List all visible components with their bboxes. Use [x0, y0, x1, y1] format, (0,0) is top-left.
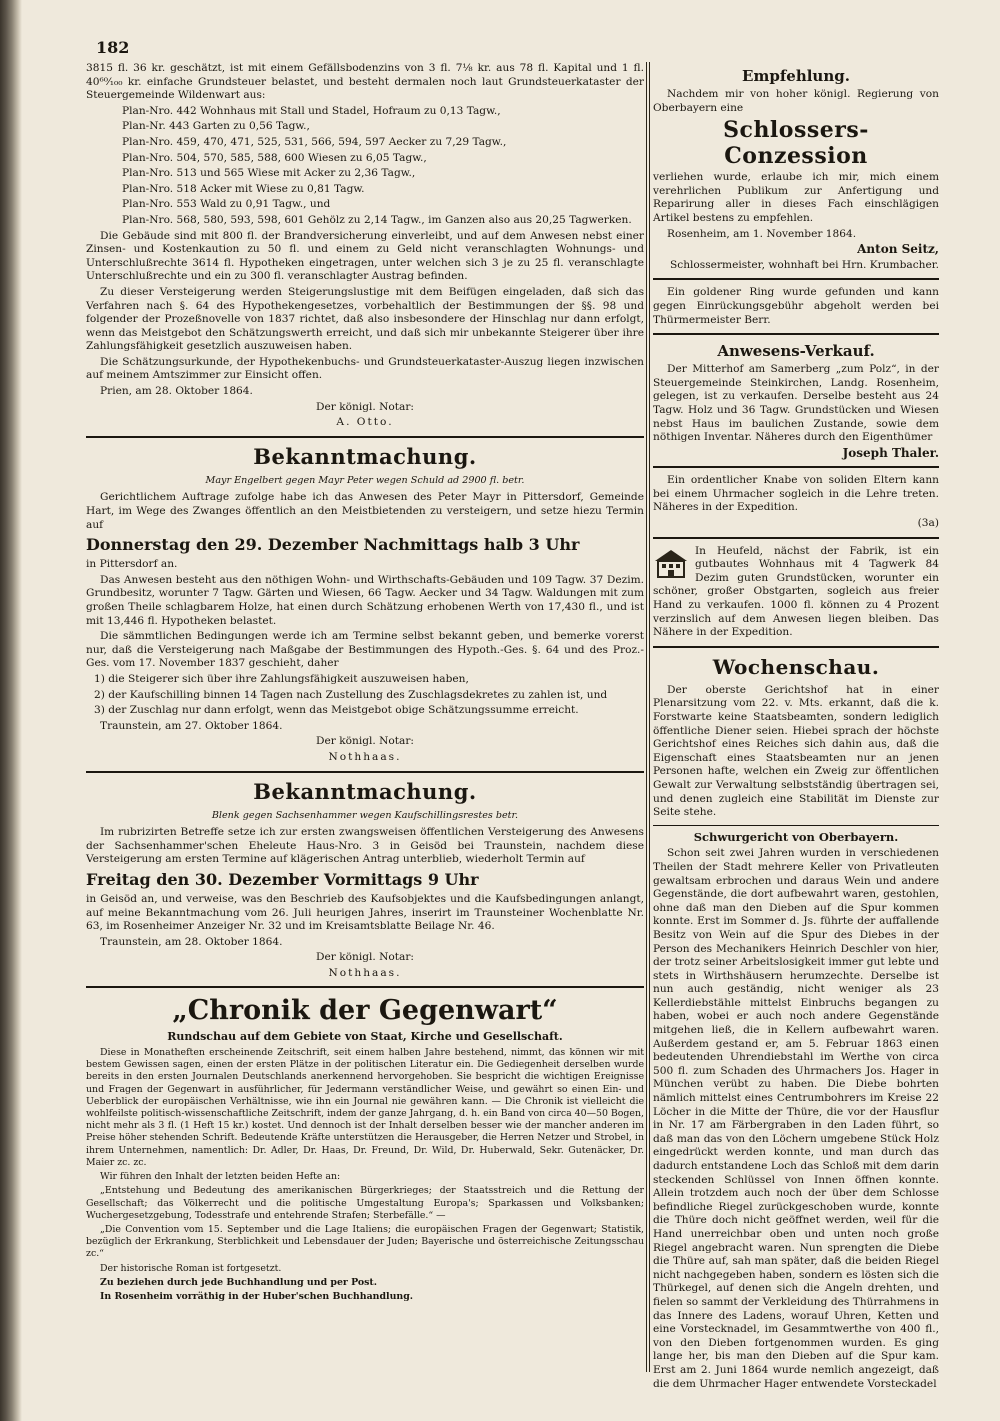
book-binding [0, 0, 22, 1421]
signature: Joseph Thaler. [842, 445, 939, 460]
paragraph: Die Gebäude sind mit 800 fl. der Brandversicherung einverleibt, und auf dem Anwesen nebst einer Zinsen- und Kostenkaution zu 50 fl. und einem zu Geld nicht veranschlagten Wohnungs- und Unterschlußrechte 3614 fl. Hypotheken eingetragen, unter welchen sich 3 je zu 25 fl. veranschlagte Unterschlußrechte und ein zu 300 fl. veranschlagter Austrag befinden. [86, 229, 644, 283]
column-divider-2 [649, 62, 650, 1372]
paragraph: Ein goldener Ring wurde gefunden und kann gegen Einrückungsgebühr abgeholt werden bei Thürmermeister Berr. [653, 286, 939, 326]
right-column [653, 62, 939, 1393]
paragraph: In Heufeld, nächst der Fabrik, ist ein gutbautes Wohnhaus mit 4 Tagwerk 84 Dezim guten Grundstücken, worunter ein schöner, großer Obstgarten, sogleich aus freier Hand zu verkaufen. 1000 fl. können zu 4 Prozent verzinslich auf dem Anwesen liegen bleiben. Das Nähere in der Expedition. [653, 544, 939, 639]
paragraph: Der oberste Gerichtshof hat in einer Plenarsitzung vom 22. v. Mts. erkannt, daß die k. Forstwarte keine Staatsbeamten, sondern lediglich öffentliche Diener seien. Hiebei sprach der höchste Gerichtshof eines Reiches sich dahin aus, daß die Eigenschaft eines Staatsbeamten nur an jenen Personen hafte, welchen ein Zweig zur öffentlichen Gewalt zur Verwaltung selbstständig übertragen sei, und denen zugleich eine Stabilität im Dienste zur Seite stehe. [653, 683, 939, 819]
paragraph: Nachdem mir von hoher königl. Regierung von Oberbayern eine [653, 88, 939, 114]
paragraph: Zu dieser Versteigerung werden Steigerungslustige mit dem Beifügen eingeladen, daß sich das Verfahren nach §. 64 des Hypothekengesetzes, vorbehaltlich der Bestimmungen der §§. 98 und folgender der Prozeßnovelle von 1837 richtet, daß also insbesondere der Hinschlag nur dann erfolgt, wenn das Meistgebot den Schätzungswerth erreicht, und daß sich mir unbekannte Steigerer über ihre Zahlungsfähigkeit gesetzlich auszuweisen haben. [86, 285, 644, 353]
ad-headline: Schlossers-Conzession [723, 117, 869, 170]
section-subtitle: Schwurgericht von Oberbayern. [693, 829, 899, 844]
section-rule [653, 333, 939, 335]
paragraph: Der Mitterhof am Samerberg „zum Polz“, in der Steuergemeinde Steinkirchen, Landg. Rosenheim, gelegen, ist zu verkaufen. Derselbe besteht aus 24 Tagw. Holz und 36 Tagw. Grundstücken und Wiesen nebst Haus im baulichen Zustande, sowie dem nöthigen Inventar. Näheres durch den Eigenthümer [653, 363, 939, 444]
signature-detail: Schlossermeister, wohnhaft bei Hrn. Krumbacher. [670, 258, 939, 271]
left-column [86, 62, 644, 1305]
announcement-title: Bekanntmachung. [253, 778, 477, 804]
plan-item: Plan-Nr. 443 Garten zu 0,56 Tagw., [122, 120, 310, 133]
notary-label: Der königl. Notar: [316, 400, 414, 413]
place-date: Traunstein, am 28. Oktober 1864. [100, 935, 283, 948]
notary-name: Nothhaas. [328, 966, 402, 979]
place-date: Prien, am 28. Oktober 1864. [100, 385, 253, 398]
plan-item: Plan-Nro. 518 Acker mit Wiese zu 0,81 Tagw. [122, 182, 365, 195]
paragraph: In Rosenheim vorräthig in der Huber'schen Buchhandlung. [100, 1290, 414, 1302]
section-rule [653, 825, 939, 826]
column-divider [646, 62, 647, 1372]
auction-date: Donnerstag den 29. Dezember Nachmittags halb 3 Uhr [86, 535, 580, 555]
place-date: Rosenheim, am 1. November 1864. [667, 227, 857, 240]
list-item: 3) der Zuschlag nur dann erfolgt, wenn das Meistgebot obige Schätzungssumme erreicht. [94, 704, 579, 717]
notary-label: Der königl. Notar: [316, 735, 414, 748]
paragraph: „Die Convention vom 15. September und die Lage Italiens; die europäischen Fragen der Gegenwart; Statistik, bezüglich der Erkrankung, Sterblichkeit und Lebensdauer der Juden; Bayerische und österreichische Zeitungsschau zc.“ [86, 1223, 644, 1260]
newspaper-page [22, 0, 1000, 1421]
announcement-subtitle: Blenk gegen Sachsenhammer wegen Kaufschillingsrestes betr. [211, 809, 519, 821]
section-title: Wochenschau. [712, 654, 880, 679]
paragraph: Schon seit zwei Jahren wurden in verschiedenen Theilen der Stadt mehrere Keller von Privatleuten gewaltsam erbrochen und daraus Wein und andere Gegenstände, die dort aufbewahrt waren, gestohlen, ohne daß man den Dieben auf die Spur kommen konnte. Erst im Sommer d. Js. führte der auffallende Besitz von Wein auf die Spur des Diebes in der Person des Mechanikers Heinrich Deschler von hier, der trotz seiner Arbeitslosigkeit immer gut lebte und stets in Wirthshäusern herumzechte. Derselbe ist nun auch geständig, nicht weniger als 23 Kellerdiebstähle mittelst Einbruchs begangen zu haben, wobei er auch noch andere Gegenstände mitgehen ließ, die in Kellern aufbewahrt waren. Außerdem gestand er, am 5. Februar 1863 einen bedeutenden Uhrendiebstahl im Werthe von circa 500 fl. zum Schaden des Uhrmachers Jos. Hager in München verübt zu haben. Die Diebe bohrten nämlich mittelst eines Centrumbohrers im Kreise 22 Löcher in die Mitte der Thüre, die vor der Hausflur in Nr. 17 am Färbergraben in den Laden führt, so daß man das von den Löchern umgebene Stück Holz eingedrückt werden konnte, und man durch das dadurch entstandene Loch das Schloß mit dem darin steckenden Schlüssel von Innen öffnen konnte. Allein trotzdem auch noch der über dem Schlosse befindliche Riegel zurückgeschoben wurde, konnte die Thüre doch nicht geöffnet werden, weil für die Hand unerreichbar oben und unten noch große Riegel angebracht waren. Nun sprengten die Diebe die Thüre auf, sah man später, daß die beiden Riegel nicht nachgegeben haben, sondern es lösten sich die Thürkegel, auf denen sich die Angeln drehten, und fielen so sammt der Verkleidung des Thürrahmens in das Innere des Ladens, worauf Uhren, Ketten und eine Vorstecknadel, im Gesammtwerthe von 400 fl., von den Dieben fortgenommen wurden. Es ging lange her, bis man den Dieben auf die Spur kam. Erst am 2. Juni 1864 wurde nemlich angezeigt, daß die dem Uhrmacher Hager entwendete Vorsteckadel [653, 847, 939, 1390]
place-date: Traunstein, am 27. Oktober 1864. [100, 719, 283, 732]
paragraph: „Entstehung und Bedeutung des amerikanischen Bürgerkrieges; der Staatsstreich und die Rettung der Gesellschaft; das Völkerrecht und die politische Umgestaltung Europa's; Sparkassen und Volksbanken; Wuchergesetzgebung, Todesstrafe und entehrende Strafen; Sterbefälle.“ — [86, 1185, 644, 1221]
paragraph: Das Anwesen besteht aus den nöthigen Wohn- und Wirthschafts-Gebäuden und 109 Tagw. 37 Dezim. Grundbesitz, worunter 7 Tagw. Gärten und Wiesen, 66 Tagw. Aecker und 34 Tagw. Waldungen mit zum großen Theile schlagbarem Holze, hat einen durch Schätzung erhobenen Werth von 17,430 fl., und ist mit 13,446 fl. Hypotheken belastet. [86, 573, 644, 627]
paragraph: Diese in Monatheften erscheinende Zeitschrift, seit einem halben Jahre bestehend, nimmt, das können wir mit bestem Gewissen sagen, einen der ersten Plätze in der politischen Literatur ein. Die Gediegenheit derselben wurde bereits in den ersten Journalen Deutschlands anerkennend hervorgehoben. Sie bespricht die wichtigen Ereignisse und Fragen der Gegenwart in ausführlicher, für Jedermann verständlicher Weise, und gewährt so einen Ein- und Ueberblick der europäischen Verhältnisse, wie ihn ein Journal nie gewähren kann. — Die Chronik ist vielleicht die wohlfeilste politisch-wissenschaftliche Zeitschrift, indem der ganze Jahrgang, d. h. ein Band von circa 40—50 Bogen, nicht mehr als 3 fl. (1 Heft 15 kr.) kostet. Und dennoch ist der Inhalt derselben besser wie der mancher anderen im Preise höher stehenden Schrift. Bedeutende Kräfte unterstützen die Herausgeber, die Herren Netzer und Strobel, in ihrem Unternehmen, namentlich: Dr. Adler, Dr. Haas, Dr. Freund, Dr. Wild, Dr. Huberwald, Sekr. Gutenäcker, Dr. Maier zc. zc. [86, 1047, 644, 1168]
paragraph: verliehen wurde, erlaube ich mir, mich einem verehrlichen Publikum zur Anfertigung und Reparirung aller in dieses Fach einschlägigen Artikel bestens zu empfehlen. [653, 171, 939, 224]
plan-item: Plan-Nro. 513 und 565 Wiese mit Acker zu 2,36 Tagw., [122, 167, 416, 180]
intro-text: 3815 fl. 36 kr. geschätzt, ist mit einem Gefällsbodenzins von 3 fl. 7⅛ kr. aus 78 fl. Kapital und 1 fl. 40⁶⁰⁄₁₀₀ kr. einfache Grundsteuer belastet, und besteht dermalen noch laut Grundsteuerkataster der Steuergemeinde Wildenwart aus: [86, 62, 644, 102]
paragraph: Der historische Roman ist fortgesetzt. [100, 1262, 282, 1274]
paragraph: Die Schätzungsurkunde, der Hypothekenbuchs- und Grundsteuerkataster-Auszug liegen inzwischen auf meinem Amtszimmer zur Einsicht offen. [86, 355, 644, 382]
paragraph: Gerichtlichem Auftrage zufolge habe ich das Anwesen des Peter Mayr in Pittersdorf, Gemeinde Hart, im Wege des Zwanges öffentlich an den Meistbietenden zu versteigern, und setze hiezu Termin auf [86, 491, 644, 531]
page-number: 182 [96, 38, 130, 57]
paragraph: Die sämmtlichen Bedingungen werde ich am Termine selbst bekannt geben, und bemerke vorerst nur, daß die Versteigerung nach Maßgabe der Bestimmungen des Hypoth.-Ges. §. 64 und des Proz.-Ges. vom 17. November 1837 geschieht, daher [86, 630, 644, 670]
paragraph: in Pittersdorf an. [86, 558, 178, 571]
list-item: 2) der Kaufschilling binnen 14 Tagen nach Zustellung des Zuschlagsdekretes zu zahlen ist, und [94, 688, 608, 701]
notary-label: Der königl. Notar: [316, 951, 414, 964]
plan-item: Plan-Nro. 504, 570, 585, 588, 600 Wiesen zu 6,05 Tagw., [122, 151, 427, 164]
section-rule [86, 986, 644, 988]
auction-date: Freitag den 30. Dezember Vormittags 9 Uhr [86, 869, 479, 889]
paragraph: Im rubrizirten Betreffe setze ich zur ersten zwangsweisen öffentlichen Versteigerung des Anwesens der Sachsenhammer'schen Eheleute Haus-Nro. 3 in Geisöd bei Traunstein, nachdem diese Versteigerung am ersten Termine auf klägerischen Antrag unterblieb, wiederholt Termin auf [86, 826, 644, 866]
list-item: 1) die Steigerer sich über ihre Zahlungsfähigkeit auszuweisen haben, [94, 672, 469, 685]
section-rule [86, 771, 644, 773]
section-rule [653, 646, 939, 648]
paragraph: Wir führen den Inhalt der letzten beiden Hefte an: [100, 1171, 341, 1183]
section-rule [653, 537, 939, 539]
paragraph: Zu beziehen durch jede Buchhandlung und per Post. [100, 1276, 378, 1288]
plan-item: Plan-Nro. 553 Wald zu 0,91 Tagw., und [122, 198, 331, 211]
house-icon [653, 547, 689, 579]
chronik-title: „Chronik der Gegenwart“ [172, 995, 558, 1027]
paragraph: in Geisöd an, und verweise, was den Beschrieb des Kaufsobjektes und die Kaufsbedingungen anlangt, auf meine Bekanntmachung vom 26. Juli heurigen Jahres, inserirt im Traunsteiner Wochenblatte Nr. 63, im Rosenheimer Anzeiger Nr. 32 und im Kreisamtsblatte Beilage Nr. 46. [86, 892, 644, 933]
notary-name: Nothhaas. [328, 750, 402, 763]
section-rule [653, 466, 939, 468]
announcement-subtitle: Mayr Engelbert gegen Mayr Peter wegen Schuld ad 2900 fl. betr. [205, 474, 525, 486]
ad-title: Empfehlung. [742, 67, 850, 85]
signature: Anton Seitz, [857, 242, 939, 257]
chronik-subtitle: Rundschau auf dem Gebiete von Staat, Kirche und Gesellschaft. [167, 1030, 563, 1044]
notary-name: A. Otto. [336, 416, 394, 429]
section-rule [86, 436, 644, 438]
announcement-title: Bekanntmachung. [253, 443, 477, 469]
plan-item: Plan-Nro. 568, 580, 593, 598, 601 Gehölz zu 2,14 Tagw., im Ganzen also aus 20,25 Tagwerken. [122, 213, 632, 226]
plan-item: Plan-Nro. 459, 470, 471, 525, 531, 566, 594, 597 Aecker zu 7,29 Tagw., [122, 135, 507, 148]
ad-code: (3a) [917, 517, 939, 530]
plan-item: Plan-Nro. 442 Wohnhaus mit Stall und Stadel, Hofraum zu 0,13 Tagw., [122, 104, 501, 117]
section-rule [653, 278, 939, 280]
paragraph: Ein ordentlicher Knabe von soliden Eltern kann bei einem Uhrmacher sogleich in die Lehre treten. Näheres in der Expedition. [653, 474, 939, 514]
ad-title: Anwesens-Verkauf. [717, 342, 875, 361]
